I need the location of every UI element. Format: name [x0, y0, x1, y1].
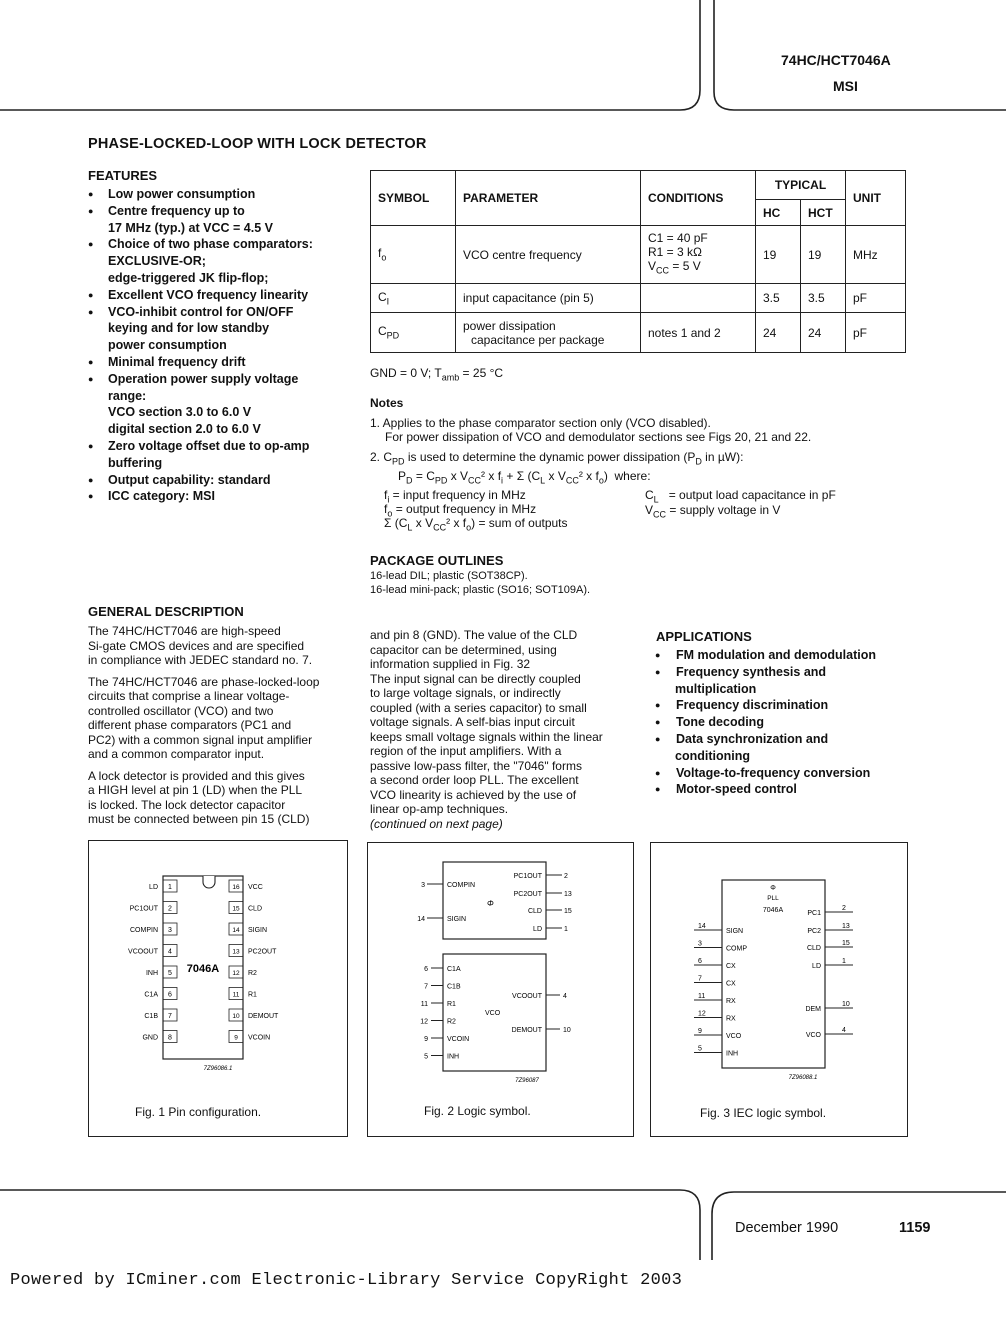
text-line: and pin 8 (GND). The value of the CLD — [370, 628, 578, 642]
fig2-caption: Fig. 2 Logic symbol. — [424, 1104, 531, 1118]
text-line: passive low-pass filter, the "7046" forms — [370, 758, 582, 773]
list-item: ● Frequency discrimination — [655, 697, 915, 714]
pin-number: 13 — [564, 891, 572, 898]
pin-configuration-diagram — [88, 840, 348, 1100]
pin-number: 12 — [420, 1018, 428, 1026]
applications-list — [655, 647, 915, 798]
pin-number: 5 — [424, 1053, 428, 1061]
pin-number: 14 — [698, 923, 706, 930]
def-sum: Σ ($C_L$ x $V_{CC}^2$ x $f_o$) = sum of outputs — [384, 516, 568, 533]
pin-name: INH — [145, 970, 158, 977]
pin-name: C1A — [144, 991, 158, 999]
list-item: ● ICC category: MSI — [88, 488, 350, 505]
pin-number: 2 — [564, 873, 568, 880]
cell-hct: 3.5 — [801, 284, 846, 313]
pin-name: LD — [149, 884, 158, 891]
list-item: ● Tone decoding — [655, 714, 915, 731]
iec-logic-symbol-diagram — [650, 842, 907, 1102]
applications-heading: APPLICATIONS — [656, 629, 752, 644]
part-number: 74HC/HCT7046A — [781, 52, 891, 68]
pin-name: C1B — [447, 983, 461, 991]
pin-number: 8 — [168, 1034, 172, 1042]
text-line: coupled (with a series capacitor) to small — [370, 700, 587, 715]
def-cl: $C_L$ = output load capacitance in pF — [645, 488, 836, 505]
package-line-2: 16-lead mini-pack; plastic (SO16; SOT109A). — [370, 584, 591, 596]
cell-symbol: $C_{PD}$ — [371, 313, 456, 353]
cell-parameter: power dissipation capacitance per package — [456, 313, 641, 353]
continued-note: (continued on next page) — [370, 816, 503, 831]
pin-number: 14 — [232, 927, 240, 934]
cell-hct: 19 — [801, 226, 846, 284]
list-item: conditioning — [675, 748, 750, 763]
package-line-1: 16-lead DIL; plastic (SOT38CP). — [370, 570, 528, 582]
list-item: power consumption — [108, 338, 227, 353]
pin-number: 10 — [232, 1013, 240, 1020]
pin-number: 5 — [698, 1045, 702, 1053]
list-item: EXCLUSIVE-OR; — [108, 254, 206, 269]
text-line: different phase comparators (PC1 and — [88, 718, 292, 732]
text-line: a second order loop PLL. The excellent — [370, 773, 579, 787]
list-item: ● Voltage-to-frequency conversion — [655, 765, 915, 782]
chip-label: 7046A — [186, 963, 220, 975]
general-heading: GENERAL DESCRIPTION — [88, 604, 244, 619]
pin-name: COMPIN — [447, 882, 475, 889]
footer-copyright: Powered by ICminer.com Electronic-Library Service CopyRight 2003 — [10, 1271, 683, 1290]
col-typical: TYPICAL — [756, 171, 846, 200]
text-line: The 74HC/HCT7046 are high-speed — [88, 624, 281, 638]
category: MSI — [833, 78, 858, 94]
note-1: 1. Applies to the phase comparator section only (VCO disabled). — [370, 416, 711, 430]
text-line: and a common comparator input. — [88, 747, 265, 761]
date: December 1990 — [735, 1220, 839, 1236]
pin-name: INH — [447, 1053, 460, 1061]
general-description-col2 — [370, 628, 640, 831]
text-line: must be connected between pin 15 (CLD) — [88, 812, 310, 826]
pin-number: 12 — [232, 970, 240, 977]
page-title: PHASE-LOCKED-LOOP WITH LOCK DETECTOR — [88, 136, 427, 152]
pin-name: DEMOUT — [511, 1027, 542, 1034]
list-item: ● Operation power supply voltage — [88, 371, 350, 388]
pin-name: INH — [726, 1050, 739, 1058]
pin-number: 7 — [168, 1013, 172, 1020]
pin-name: VCO — [805, 1032, 821, 1039]
cell-conditions: C1 = 40 pF R1 = 3 kΩ $V_{CC} = 5$ V — [641, 226, 756, 284]
pin-number: 11 — [232, 991, 240, 999]
table-row — [371, 226, 906, 284]
pin-name: COMPIN — [130, 927, 158, 934]
phi-symbol: Φ — [487, 899, 494, 908]
pin-name: PC1OUT — [513, 873, 542, 880]
text-line: region of the input amplifiers. With a — [370, 744, 562, 758]
phi-symbol: Φ — [770, 885, 776, 892]
pin-name: R1 — [248, 991, 257, 999]
list-item: ● Output capability: standard — [88, 472, 350, 489]
col-conditions: CONDITIONS — [641, 171, 756, 226]
pin-number: 15 — [564, 908, 572, 915]
pin-name: CLD — [248, 905, 263, 913]
pin-name: GND — [142, 1034, 158, 1042]
text-line: keeps small voltage signals within the linear — [370, 729, 603, 744]
note-1-cont: For power dissipation of VCO and demodulator sections see Figs 20, 21 and 22. — [385, 430, 812, 444]
pin-number: 15 — [232, 905, 240, 913]
pin-name: R2 — [447, 1018, 456, 1026]
pin-number: 14 — [417, 916, 425, 923]
pin-name: C1A — [447, 966, 461, 973]
pin-number: 3 — [698, 940, 702, 948]
text-line: capacitor can be determined, using — [370, 642, 557, 657]
cell-parameter: VCO centre frequency — [456, 226, 641, 284]
pin-number: 7 — [698, 975, 702, 983]
pin-number: 6 — [424, 966, 428, 973]
logic-symbol-diagram — [367, 842, 633, 1102]
pin-name: VCOOUT — [512, 993, 542, 1000]
pin-number: 16 — [232, 884, 240, 891]
pin-name: PC2OUT — [248, 948, 277, 956]
pin-name: CLD — [527, 908, 542, 915]
pin-name: SIGIN — [447, 916, 467, 923]
pin-name: VCO — [726, 1033, 742, 1040]
cell-conditions — [641, 284, 756, 313]
text-line: a HIGH level at pin 1 (LD) when the PLL — [88, 783, 303, 797]
general-description-col1 — [88, 624, 353, 834]
pin-name: LD — [533, 926, 542, 933]
text-line: The 74HC/HCT7046 are phase-locked-loop — [88, 674, 320, 689]
cell-hc: 3.5 — [756, 284, 801, 313]
page-number: 1159 — [899, 1220, 931, 1236]
pin-number: 2 — [168, 905, 172, 913]
chip-label: 7046A — [762, 907, 784, 914]
list-item: ● Centre frequency up to — [88, 203, 350, 220]
list-item: ● Low power consumption — [88, 186, 350, 203]
cell-conditions: notes 1 and 2 — [641, 313, 756, 353]
col-hct: HCT — [801, 200, 846, 226]
col-parameter: PARAMETER — [456, 171, 641, 226]
pin-number: 3 — [421, 882, 425, 889]
list-item: ● FM modulation and demodulation — [655, 647, 915, 664]
pll-label: PLL — [767, 895, 779, 902]
pin-number: 13 — [232, 948, 240, 956]
list-item: ● Zero voltage offset due to op-amp — [88, 438, 350, 455]
list-item: ● Data synchronization and — [655, 731, 915, 748]
cell-unit: pF — [846, 313, 906, 353]
pin-number: 9 — [234, 1034, 238, 1042]
pin-number: 11 — [698, 993, 706, 1000]
cell-hc: 19 — [756, 226, 801, 284]
col-symbol: SYMBOL — [371, 171, 456, 226]
pin-number: 1 — [564, 926, 568, 933]
note-2: 2. $C_{PD}$ is used to determine the dynamic power dissipation ($P_D$ in µW): — [370, 450, 744, 467]
features-heading: FEATURES — [88, 168, 158, 183]
bottom-frame — [0, 1180, 1006, 1260]
list-item: buffering — [108, 455, 163, 470]
pin-name: LD — [812, 963, 821, 970]
pin-number: 1 — [168, 884, 172, 891]
figure-code: 7Z96087 — [515, 1078, 539, 1084]
pin-number: 6 — [698, 958, 702, 965]
def-fi: $f_i$ = input frequency in MHz — [384, 488, 526, 505]
pin-number: 10 — [563, 1027, 571, 1034]
pin-name: CLD — [806, 945, 821, 952]
pin-name: VCOIN — [447, 1036, 470, 1043]
power-formula: $P_D = C_{PD}$ x $V_{CC}^2$ x $f_i + \Sigma$ ($C_L$ x $V_{CC}^2$ x $f_o$) where: — [398, 469, 651, 486]
pin-name: SIGN — [726, 928, 744, 935]
pin-name: RX — [726, 998, 736, 1005]
pin-number: 3 — [168, 927, 172, 934]
cell-symbol: $C_I$ — [371, 284, 456, 313]
cell-unit: pF — [846, 284, 906, 313]
pin-number: 13 — [842, 923, 850, 930]
pin-name: VCOIN — [248, 1034, 271, 1042]
list-item: multiplication — [675, 681, 757, 696]
list-item: 17 MHz (typ.) at VCC = 4.5 V — [108, 220, 273, 235]
table-footnote: GND = 0 V; $T_{amb} = 25$ °C — [370, 366, 504, 383]
list-item: digital section 2.0 to 6.0 V — [108, 422, 261, 437]
pin-number: 9 — [698, 1028, 702, 1035]
pin-name: C1B — [144, 1013, 158, 1020]
list-item: ● Motor-speed control — [655, 781, 915, 798]
list-item: ● Excellent VCO frequency linearity — [88, 287, 350, 304]
figure-code: 7Z96086.1 — [203, 1066, 233, 1072]
pin-name: CX — [726, 963, 736, 970]
text-line: The input signal can be directly coupled — [370, 671, 581, 686]
vco-label: VCO — [485, 1010, 501, 1017]
cell-parameter: input capacitance (pin 5) — [456, 284, 641, 313]
cell-unit: MHz — [846, 226, 906, 284]
pin-name: RX — [726, 1015, 736, 1023]
pin-number: 4 — [563, 993, 567, 1000]
col-unit: UNIT — [846, 171, 906, 226]
pin-number: 12 — [698, 1010, 706, 1018]
list-item: keying and for low standby — [108, 321, 270, 336]
text-line: Si-gate CMOS devices and are specified — [88, 638, 305, 653]
features-list — [88, 186, 350, 505]
fig3-caption: Fig. 3 IEC logic symbol. — [700, 1106, 827, 1120]
pin-name: VCC — [248, 884, 263, 891]
pin-name: PC2OUT — [513, 891, 542, 898]
pin-name: PC2 — [807, 928, 821, 935]
pin-number: 6 — [168, 991, 172, 999]
text-line: circuits that comprise a linear voltage- — [88, 689, 290, 703]
pin-name: COMP — [726, 945, 747, 953]
cell-hc: 24 — [756, 313, 801, 353]
table-row — [371, 313, 906, 353]
pin-number: 2 — [842, 905, 846, 912]
list-item: ● Frequency synthesis and — [655, 664, 915, 681]
list-item: ● VCO-inhibit control for ON/OFF — [88, 304, 350, 321]
text-line: in compliance with JEDEC standard no. 7. — [88, 653, 313, 667]
text-line: linear op-amp techniques. — [370, 802, 509, 816]
list-item: ● Minimal frequency drift — [88, 354, 350, 371]
notes-heading: Notes — [370, 396, 404, 410]
col-hc: HC — [756, 200, 801, 226]
pin-name: DEMOUT — [248, 1013, 279, 1020]
text-line: voltage signals. A self-bias input circuit — [370, 715, 575, 729]
figure-code: 7Z96088.1 — [788, 1075, 818, 1081]
text-line: A lock detector is provided and this gives — [88, 768, 305, 783]
text-line: VCO linearity is achieved by the use of — [370, 787, 577, 802]
def-fo: $f_o$ = output frequency in MHz — [384, 502, 537, 519]
pin-name: R1 — [447, 1001, 456, 1008]
table-row — [371, 284, 906, 313]
package-heading: PACKAGE OUTLINES — [370, 553, 504, 568]
cell-hct: 24 — [801, 313, 846, 353]
fig1-caption: Fig. 1 Pin configuration. — [135, 1105, 262, 1119]
pin-number: 15 — [842, 940, 850, 947]
pin-name: PC1 — [807, 910, 821, 917]
pin-name: DEM — [805, 1006, 821, 1013]
pin-name: SIGIN — [248, 927, 268, 934]
pin-name: R2 — [248, 970, 257, 977]
list-item: edge-triggered JK flip-flop; — [108, 270, 269, 285]
list-item: range: — [108, 388, 147, 403]
spec-table — [370, 170, 906, 353]
pin-number: 4 — [168, 948, 172, 956]
text-line: information supplied in Fig. 32 — [370, 657, 531, 671]
pin-number: 4 — [842, 1027, 846, 1034]
text-line: controlled oscillator (VCO) and two — [88, 703, 274, 718]
text-line: PC2) with a common signal input amplifier — [88, 732, 313, 747]
pin-number: 9 — [424, 1036, 428, 1043]
pin-number: 7 — [424, 983, 428, 991]
text-line: is locked. The lock detector capacitor — [88, 797, 286, 812]
def-vcc: $V_{CC}$ = supply voltage in V — [645, 503, 781, 520]
pin-name: CX — [726, 980, 736, 988]
cell-symbol: $f_o$ — [371, 226, 456, 284]
list-item: VCO section 3.0 to 6.0 V — [108, 405, 252, 420]
pin-number: 10 — [842, 1001, 850, 1008]
list-item: ● Choice of two phase comparators: — [88, 236, 350, 253]
pin-number: 5 — [168, 970, 172, 977]
pin-number: 11 — [420, 1001, 428, 1008]
pin-name: PC1OUT — [129, 905, 158, 913]
pin-number: 1 — [842, 958, 846, 965]
text-line: to large voltage signals, or indirectly — [370, 686, 561, 700]
pin1-notch — [203, 876, 215, 888]
pin-name: VCOOUT — [128, 948, 158, 956]
